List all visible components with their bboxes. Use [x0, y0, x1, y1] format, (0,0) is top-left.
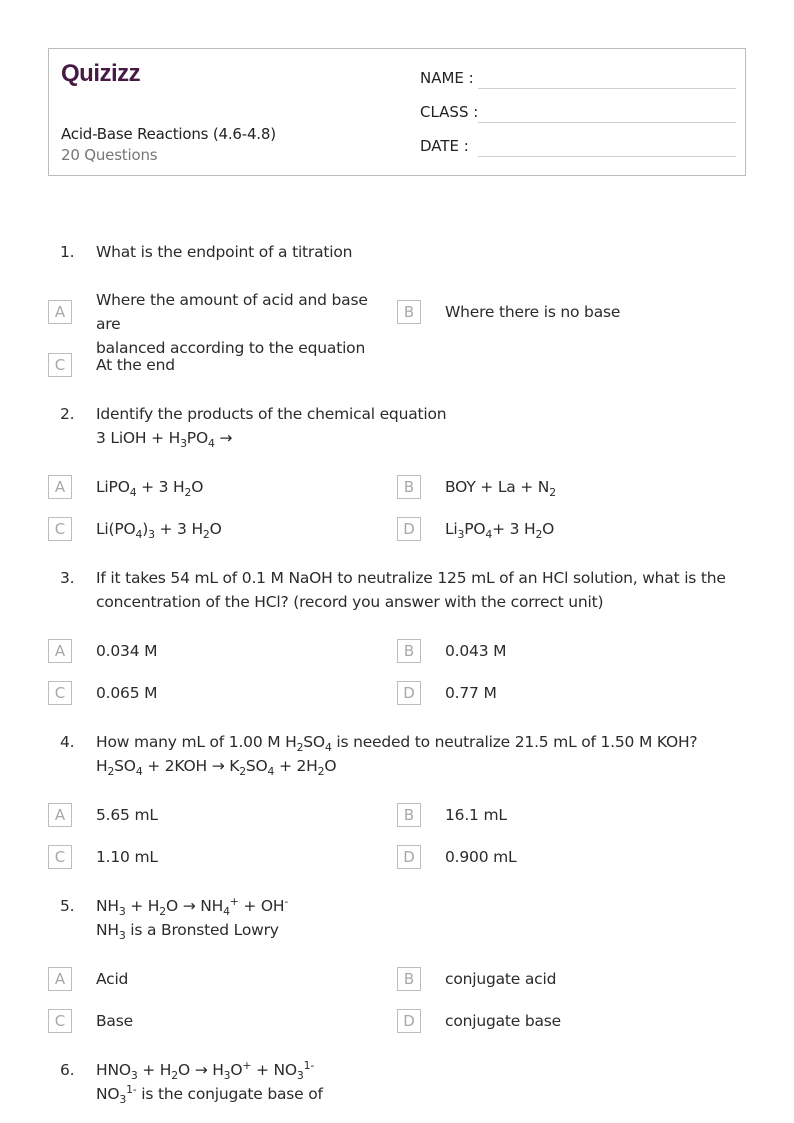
q3-option-d-text: 0.77 M [445, 684, 497, 702]
q4-option-a-box[interactable]: A [48, 803, 72, 827]
q1-option-a-line1: Where the amount of acid and base are [96, 291, 368, 333]
question-4-equation: $H_2SO_4 + 2KOH \to K_2SO_4 + 2H_2O$ [96, 757, 337, 779]
question-6-line2: $NO_3^{1-}$ is the conjugate base of [96, 1082, 323, 1107]
question-2-text [96, 402, 736, 450]
q2-option-b-box[interactable]: B [397, 475, 421, 499]
class-line[interactable] [478, 122, 736, 123]
q4-option-d-text: 0.900 mL [445, 848, 517, 866]
class-field[interactable] [420, 101, 736, 125]
q1-option-a-line2: balanced according to the equation [96, 339, 366, 357]
q3-option-b-text: 0.043 M [445, 642, 507, 660]
question-5-text [96, 894, 736, 942]
logo-text: Quizizz [61, 60, 141, 87]
question-3-number: 3. [60, 569, 75, 587]
question-2-number: 2. [60, 405, 75, 423]
q5-option-d-text: conjugate base [445, 1012, 561, 1030]
q5-option-a-text: Acid [96, 970, 129, 988]
question-5-line2: $NH_3$ is a Bronsted Lowry [96, 921, 279, 943]
q1-option-b-box[interactable]: B [397, 300, 421, 324]
q3-option-a-text: 0.034 M [96, 642, 158, 660]
q5-option-a-box[interactable]: A [48, 967, 72, 991]
q4-option-b-box[interactable]: B [397, 803, 421, 827]
q3-option-a-box[interactable]: A [48, 639, 72, 663]
q2-option-d-box[interactable]: D [397, 517, 421, 541]
q4-option-d-box[interactable]: D [397, 845, 421, 869]
question-6-equation: $HNO_3 + H_2O \to H_3O^+ + NO_3^{1-}$ [96, 1058, 315, 1083]
date-line[interactable] [478, 156, 736, 157]
question-1-text: What is the endpoint of a titration [96, 243, 353, 261]
name-label: NAME : [420, 69, 474, 87]
worksheet-title: Acid-Base Reactions (4.6-4.8) [61, 125, 276, 143]
question-count: 20 Questions [61, 146, 158, 164]
q3-option-d-box[interactable]: D [397, 681, 421, 705]
q1-option-c-text: At the end [96, 356, 175, 374]
q4-option-c-text: 1.10 mL [96, 848, 158, 866]
question-1-number: 1. [60, 243, 75, 261]
name-line[interactable] [478, 88, 736, 89]
q3-option-b-box[interactable]: B [397, 639, 421, 663]
q1-option-a-text [96, 288, 396, 360]
q4-option-c-box[interactable]: C [48, 845, 72, 869]
question-3-line2: concentration of the HCl? (record you answer with the correct unit) [96, 593, 604, 611]
q2-option-c-text: $Li(PO_4)_3 + 3$ $H_2O$ [96, 520, 222, 542]
question-3-text [96, 566, 736, 614]
question-5-number: 5. [60, 897, 75, 915]
q5-option-c-box[interactable]: C [48, 1009, 72, 1033]
quizizz-logo [61, 59, 201, 87]
question-2-line1: Identify the products of the chemical equation [96, 405, 447, 423]
q1-option-b-text: Where there is no base [445, 303, 621, 321]
q1-option-c-box[interactable]: C [48, 353, 72, 377]
q5-option-c-text: Base [96, 1012, 133, 1030]
q5-option-b-text: conjugate acid [445, 970, 557, 988]
q2-option-a-box[interactable]: A [48, 475, 72, 499]
question-6-text [96, 1058, 736, 1106]
question-4-number: 4. [60, 733, 75, 751]
class-label: CLASS : [420, 103, 479, 121]
question-4-text [96, 730, 736, 778]
q5-option-d-box[interactable]: D [397, 1009, 421, 1033]
q4-option-b-text: 16.1 mL [445, 806, 507, 824]
question-5-equation: $NH_3 + H_2O \to NH_4^+ + OH^-$ [96, 894, 289, 919]
date-field[interactable] [420, 135, 736, 159]
question-2-equation: 3 LiOH + $H_3PO_4$ → [96, 429, 233, 451]
date-label: DATE : [420, 137, 469, 155]
q4-option-a-text: 5.65 mL [96, 806, 158, 824]
question-4-line1: How many mL of 1.00 M $H_2SO_4$ is needed to neutralize 21.5 mL of 1.50 M KOH? [96, 733, 698, 755]
question-3-line1: If it takes 54 mL of 0.1 M NaOH to neutralize 125 mL of an HCl solution, what is the [96, 569, 726, 587]
q3-option-c-text: 0.065 M [96, 684, 158, 702]
q5-option-b-box[interactable]: B [397, 967, 421, 991]
question-6-number: 6. [60, 1061, 75, 1079]
q2-option-c-box[interactable]: C [48, 517, 72, 541]
worksheet-header [48, 48, 746, 176]
q3-option-c-box[interactable]: C [48, 681, 72, 705]
q2-option-a-text: LiPO$_4$ + 3 $H_2O$ [96, 478, 204, 500]
q2-option-b-text: BOY + $La + N_2$ [445, 478, 556, 500]
name-field[interactable] [420, 67, 736, 91]
q1-option-a-box[interactable]: A [48, 300, 72, 324]
q2-option-d-text: $Li_3PO_4+ 3$ $H_2O$ [445, 520, 555, 542]
